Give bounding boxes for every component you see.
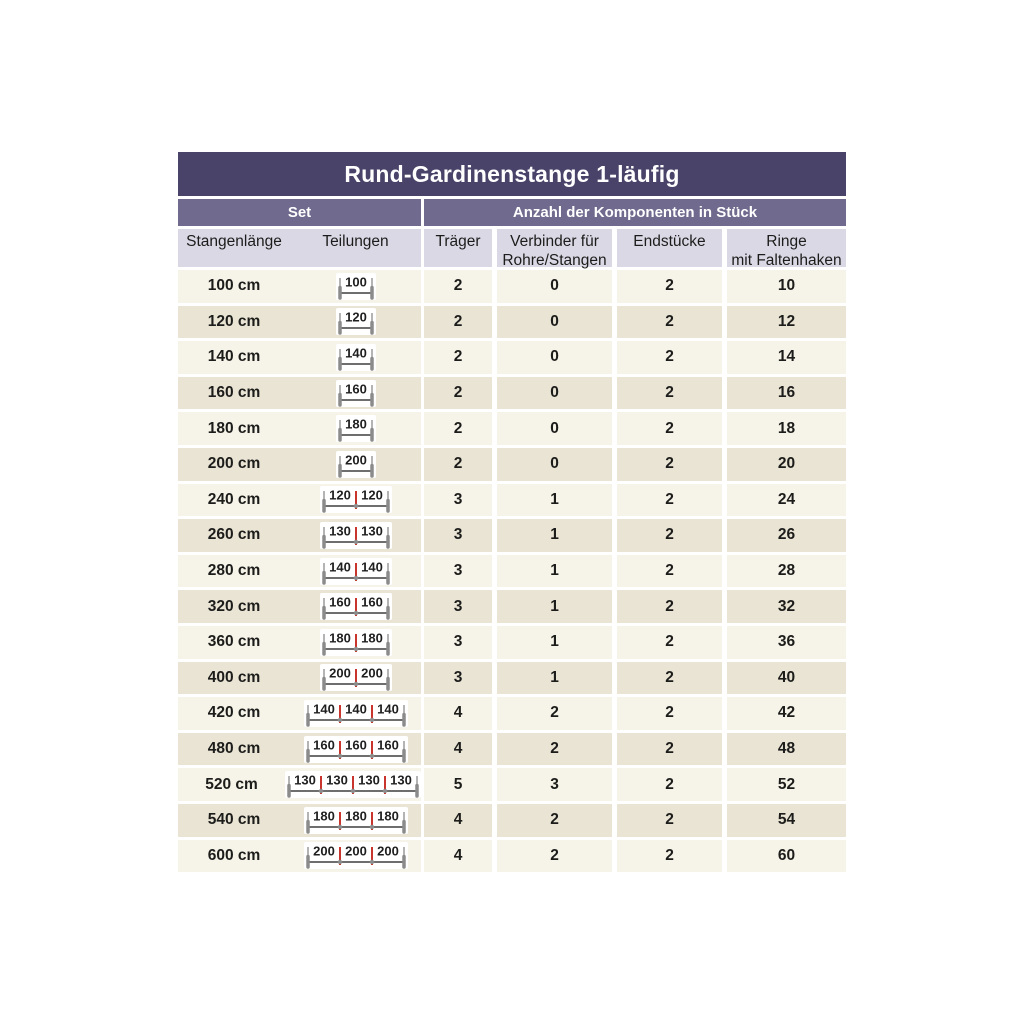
- col-header-ringe-line1: Ringe: [766, 233, 807, 250]
- verbinder-count: 2: [497, 733, 612, 766]
- set-cell: [178, 270, 421, 303]
- column-header-row: [178, 229, 846, 267]
- table-row: [178, 270, 846, 303]
- traeger-count: 2: [424, 448, 492, 481]
- rod-length-value: 480 cm: [207, 740, 261, 758]
- division-diagram: [290, 519, 421, 552]
- svg-text:200: 200: [360, 665, 383, 681]
- svg-text:130: 130: [358, 772, 380, 788]
- svg-text:120: 120: [360, 487, 383, 503]
- table-body: [178, 270, 846, 872]
- verbinder-count: 2: [497, 804, 612, 837]
- rod-length-value: 120 cm: [207, 312, 261, 330]
- division-diagram: [290, 484, 421, 517]
- col-header-teilungen: Teilungen: [322, 233, 389, 250]
- endstuecke-count: 2: [617, 555, 722, 588]
- table-row: [178, 448, 846, 481]
- svg-text:180: 180: [360, 630, 383, 646]
- table-row: [178, 768, 846, 801]
- svg-text:160: 160: [344, 381, 367, 397]
- ringe-count: 16: [727, 377, 846, 410]
- set-cell: [178, 840, 421, 873]
- svg-text:180: 180: [344, 808, 367, 824]
- set-cell: [178, 484, 421, 517]
- endstuecke-count: 2: [617, 697, 722, 730]
- table-row: [178, 590, 846, 623]
- verbinder-count: 1: [497, 626, 612, 659]
- table-row: [178, 626, 846, 659]
- svg-text:160: 160: [360, 594, 383, 610]
- verbinder-count: 1: [497, 590, 612, 623]
- endstuecke-count: 2: [617, 590, 722, 623]
- svg-text:140: 140: [376, 701, 399, 717]
- rod-length-value: 200 cm: [207, 455, 261, 473]
- set-cell: [178, 590, 421, 623]
- verbinder-count: 0: [497, 341, 612, 374]
- col-header-ringe: [727, 229, 846, 267]
- rod-length-value: 520 cm: [205, 775, 258, 793]
- svg-text:130: 130: [326, 772, 348, 788]
- svg-text:200: 200: [376, 843, 399, 859]
- endstuecke-count: 2: [617, 484, 722, 517]
- set-column-headers: [178, 229, 421, 267]
- traeger-count: 4: [424, 804, 492, 837]
- table-row: [178, 697, 846, 730]
- verbinder-count: 0: [497, 270, 612, 303]
- verbinder-count: 0: [497, 306, 612, 339]
- set-cell: [178, 697, 421, 730]
- endstuecke-count: 2: [617, 626, 722, 659]
- verbinder-count: 1: [497, 555, 612, 588]
- rod-length-value: 320 cm: [207, 597, 261, 615]
- table-row: [178, 412, 846, 445]
- svg-text:130: 130: [390, 772, 412, 788]
- traeger-count: 3: [424, 484, 492, 517]
- endstuecke-count: 2: [617, 840, 722, 873]
- svg-text:160: 160: [376, 737, 399, 753]
- svg-text:140: 140: [360, 559, 383, 575]
- ringe-count: 28: [727, 555, 846, 588]
- table-row: [178, 341, 846, 374]
- svg-text:180: 180: [344, 416, 367, 432]
- rod-length-value: 240 cm: [207, 490, 261, 508]
- division-diagram: [290, 555, 421, 588]
- traeger-count: 2: [424, 270, 492, 303]
- division-diagram: [290, 377, 421, 410]
- set-cell: [178, 519, 421, 552]
- ringe-count: 12: [727, 306, 846, 339]
- set-cell: [178, 377, 421, 410]
- division-diagram: [290, 270, 421, 303]
- verbinder-count: 2: [497, 840, 612, 873]
- traeger-count: 3: [424, 662, 492, 695]
- group-header-components: Anzahl der Komponenten in Stück: [424, 199, 846, 226]
- col-header-endstuecke: Endstücke: [617, 229, 722, 267]
- svg-text:100: 100: [344, 274, 367, 290]
- endstuecke-count: 2: [617, 412, 722, 445]
- set-cell: [178, 555, 421, 588]
- svg-text:180: 180: [312, 808, 335, 824]
- set-cell: [178, 412, 421, 445]
- traeger-count: 2: [424, 341, 492, 374]
- ringe-count: 14: [727, 341, 846, 374]
- traeger-count: 2: [424, 306, 492, 339]
- ringe-count: 36: [727, 626, 846, 659]
- ringe-count: 54: [727, 804, 846, 837]
- verbinder-count: 1: [497, 484, 612, 517]
- verbinder-count: 2: [497, 697, 612, 730]
- svg-text:140: 140: [312, 701, 335, 717]
- ringe-count: 52: [727, 768, 846, 801]
- table-row: [178, 840, 846, 873]
- svg-text:130: 130: [328, 523, 351, 539]
- set-cell: [178, 662, 421, 695]
- rod-length-value: 180 cm: [207, 419, 261, 437]
- rod-length-value: 160 cm: [207, 384, 261, 402]
- set-cell: [178, 733, 421, 766]
- rod-length-value: 280 cm: [207, 562, 261, 580]
- division-diagram: [290, 662, 421, 695]
- group-header-set: Set: [178, 199, 421, 226]
- ringe-count: 40: [727, 662, 846, 695]
- traeger-count: 2: [424, 377, 492, 410]
- col-header-ringe-line2: mit Faltenhaken: [731, 252, 842, 269]
- traeger-count: 3: [424, 626, 492, 659]
- svg-text:180: 180: [376, 808, 399, 824]
- svg-text:200: 200: [328, 665, 351, 681]
- table-title: Rund-Gardinenstange 1-läufig: [178, 152, 846, 196]
- endstuecke-count: 2: [617, 306, 722, 339]
- division-diagram: [290, 733, 421, 766]
- division-diagram: [285, 768, 421, 801]
- traeger-count: 4: [424, 733, 492, 766]
- ringe-count: 48: [727, 733, 846, 766]
- rod-length-value: 100 cm: [207, 277, 261, 295]
- division-diagram: [290, 306, 421, 339]
- svg-text:140: 140: [328, 559, 351, 575]
- rod-length-value: 260 cm: [207, 526, 261, 544]
- set-cell: [178, 306, 421, 339]
- traeger-count: 4: [424, 840, 492, 873]
- svg-text:130: 130: [294, 772, 316, 788]
- svg-text:130: 130: [360, 523, 383, 539]
- set-cell: [178, 804, 421, 837]
- ringe-count: 20: [727, 448, 846, 481]
- table-row: [178, 555, 846, 588]
- svg-text:200: 200: [312, 843, 335, 859]
- ringe-count: 18: [727, 412, 846, 445]
- verbinder-count: 0: [497, 412, 612, 445]
- traeger-count: 4: [424, 697, 492, 730]
- endstuecke-count: 2: [617, 341, 722, 374]
- endstuecke-count: 2: [617, 804, 722, 837]
- svg-text:140: 140: [344, 345, 367, 361]
- svg-text:140: 140: [344, 701, 367, 717]
- traeger-count: 5: [424, 768, 492, 801]
- set-cell: [178, 768, 421, 801]
- product-table: [178, 152, 846, 872]
- ringe-count: 42: [727, 697, 846, 730]
- verbinder-count: 1: [497, 662, 612, 695]
- col-header-stangenlaenge: Stangenlänge: [186, 233, 282, 250]
- ringe-count: 24: [727, 484, 846, 517]
- rod-length-value: 540 cm: [207, 811, 261, 829]
- col-header-verbinder-line1: Verbinder für: [510, 233, 599, 250]
- svg-text:200: 200: [344, 843, 367, 859]
- verbinder-count: 3: [497, 768, 612, 801]
- set-cell: [178, 341, 421, 374]
- table-row: [178, 306, 846, 339]
- col-header-traeger: Träger: [424, 229, 492, 267]
- traeger-count: 2: [424, 412, 492, 445]
- endstuecke-count: 2: [617, 270, 722, 303]
- division-diagram: [290, 448, 421, 481]
- table-row: [178, 519, 846, 552]
- set-cell: [178, 448, 421, 481]
- endstuecke-count: 2: [617, 662, 722, 695]
- verbinder-count: 0: [497, 448, 612, 481]
- ringe-count: 10: [727, 270, 846, 303]
- ringe-count: 26: [727, 519, 846, 552]
- endstuecke-count: 2: [617, 768, 722, 801]
- rod-length-value: 420 cm: [207, 704, 261, 722]
- table-row: [178, 484, 846, 517]
- division-diagram: [290, 840, 421, 873]
- col-header-verbinder-line2: Rohre/Stangen: [502, 252, 607, 269]
- division-diagram: [290, 697, 421, 730]
- svg-text:160: 160: [328, 594, 351, 610]
- rod-length-value: 360 cm: [207, 633, 261, 651]
- svg-text:180: 180: [328, 630, 351, 646]
- traeger-count: 3: [424, 555, 492, 588]
- svg-text:200: 200: [344, 452, 367, 468]
- endstuecke-count: 2: [617, 377, 722, 410]
- col-header-verbinder: [497, 229, 612, 267]
- svg-text:160: 160: [344, 737, 367, 753]
- verbinder-count: 1: [497, 519, 612, 552]
- table-row: [178, 377, 846, 410]
- division-diagram: [290, 412, 421, 445]
- rod-length-value: 400 cm: [207, 668, 261, 686]
- verbinder-count: 0: [497, 377, 612, 410]
- traeger-count: 3: [424, 519, 492, 552]
- division-diagram: [290, 804, 421, 837]
- division-diagram: [290, 590, 421, 623]
- table-row: [178, 804, 846, 837]
- endstuecke-count: 2: [617, 519, 722, 552]
- group-header-row: [178, 199, 846, 226]
- ringe-count: 60: [727, 840, 846, 873]
- svg-text:120: 120: [328, 487, 351, 503]
- traeger-count: 3: [424, 590, 492, 623]
- rod-length-value: 140 cm: [207, 348, 261, 366]
- endstuecke-count: 2: [617, 733, 722, 766]
- table-row: [178, 662, 846, 695]
- svg-text:120: 120: [344, 309, 367, 325]
- ringe-count: 32: [727, 590, 846, 623]
- division-diagram: [290, 626, 421, 659]
- svg-text:160: 160: [312, 737, 335, 753]
- set-cell: [178, 626, 421, 659]
- rod-length-value: 600 cm: [207, 846, 261, 864]
- division-diagram: [290, 341, 421, 374]
- table-row: [178, 733, 846, 766]
- endstuecke-count: 2: [617, 448, 722, 481]
